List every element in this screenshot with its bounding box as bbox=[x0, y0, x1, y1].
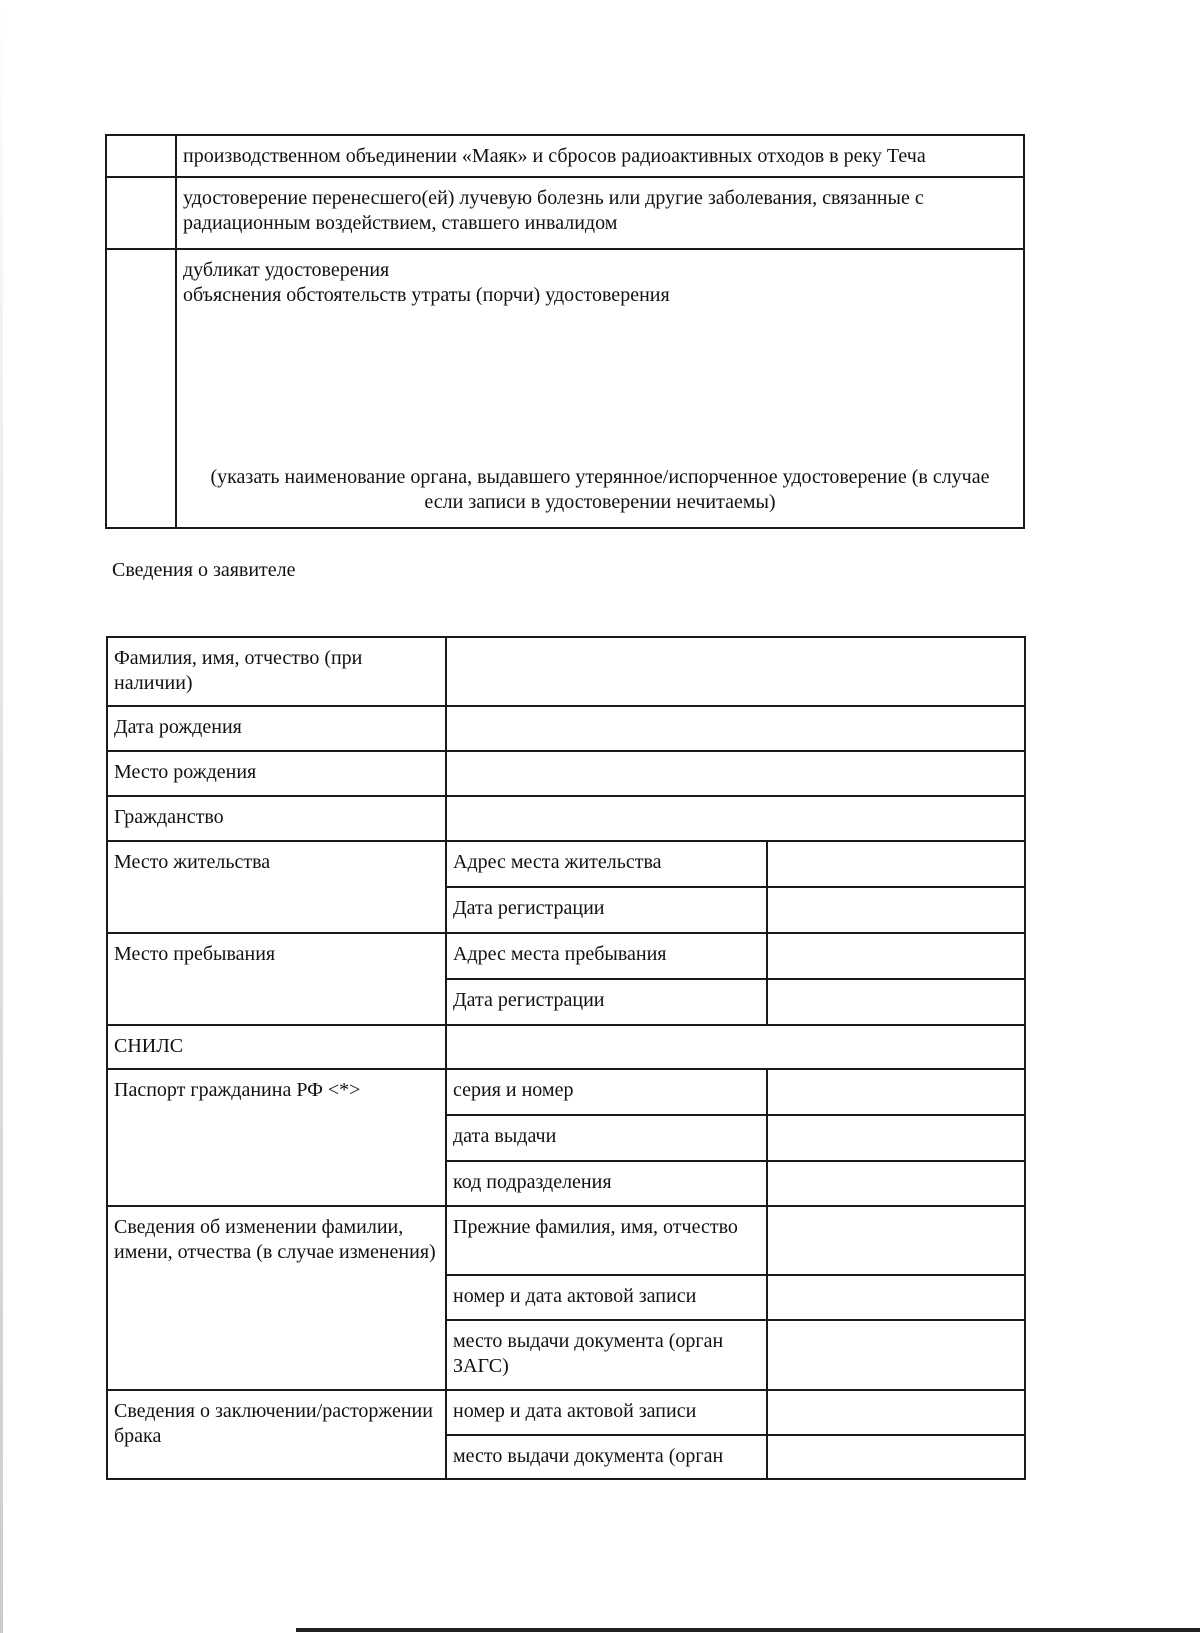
subfield-label: Дата регистрации bbox=[446, 887, 767, 933]
checkbox-cell[interactable] bbox=[106, 135, 176, 177]
table-row bbox=[107, 1025, 1025, 1069]
option-line: объяснения обстоятельств утраты (порчи) удостоверения bbox=[183, 284, 670, 306]
table-row bbox=[107, 706, 1025, 751]
table-row bbox=[107, 796, 1025, 841]
option-note: (указать наименование органа, выдавшего утерянное/испорченное удостоверение (в случае если записи в удостоверении нечитаемы) bbox=[210, 466, 990, 513]
field-value-cell[interactable] bbox=[446, 751, 1025, 796]
table-row bbox=[107, 1206, 1025, 1275]
field-value-cell[interactable] bbox=[767, 933, 1025, 979]
field-value-cell[interactable] bbox=[446, 1025, 1025, 1069]
subfield-label: Адрес места пребывания bbox=[446, 933, 767, 979]
field-label: Дата рождения bbox=[107, 706, 446, 751]
field-value-cell[interactable] bbox=[446, 796, 1025, 841]
checkbox-cell[interactable] bbox=[106, 249, 176, 528]
subfield-label: код подразделения bbox=[446, 1161, 767, 1206]
field-label: Гражданство bbox=[107, 796, 446, 841]
certificate-options-table bbox=[105, 134, 1025, 529]
subfield-label: дата выдачи bbox=[446, 1115, 767, 1161]
field-value-cell[interactable] bbox=[767, 1161, 1025, 1206]
field-value-cell[interactable] bbox=[446, 706, 1025, 751]
field-label: Сведения об изменении фамилии, имени, отчества (в случае изменения) bbox=[107, 1206, 446, 1390]
field-value-cell[interactable] bbox=[767, 1390, 1025, 1435]
table-row bbox=[106, 135, 1024, 177]
field-value-cell[interactable] bbox=[767, 979, 1025, 1025]
table-row bbox=[107, 637, 1025, 706]
field-value-cell[interactable] bbox=[767, 1069, 1025, 1115]
field-value-cell[interactable] bbox=[767, 841, 1025, 887]
field-label: Сведения о заключении/расторжении брака bbox=[107, 1390, 446, 1479]
field-label: Паспорт гражданина РФ <*> bbox=[107, 1069, 446, 1206]
table-row bbox=[106, 249, 1024, 528]
table-row bbox=[107, 1069, 1025, 1115]
subfield-label: место выдачи документа (орган bbox=[446, 1435, 767, 1479]
field-label: Место пребывания bbox=[107, 933, 446, 1025]
field-label: СНИЛС bbox=[107, 1025, 446, 1069]
table-row bbox=[107, 1390, 1025, 1435]
table-row bbox=[106, 177, 1024, 249]
subfield-label: Дата регистрации bbox=[446, 979, 767, 1025]
subfield-label: Прежние фамилия, имя, отчество bbox=[446, 1206, 767, 1275]
field-value-cell[interactable] bbox=[767, 887, 1025, 933]
option-text bbox=[176, 177, 1024, 249]
applicant-table bbox=[106, 636, 1026, 1480]
subfield-label: место выдачи документа (орган ЗАГС) bbox=[446, 1320, 767, 1390]
field-value-cell[interactable] bbox=[767, 1206, 1025, 1275]
table-row bbox=[107, 841, 1025, 887]
field-value-cell[interactable] bbox=[767, 1115, 1025, 1161]
field-value-cell[interactable] bbox=[767, 1435, 1025, 1479]
page-bottom-rule bbox=[296, 1628, 1200, 1632]
scan-edge bbox=[0, 0, 3, 1633]
option-line: удостоверение перенесшего(ей) лучевую болезнь или другие заболевания, связанные с радиационным воздействием, ставшего инвалидом bbox=[183, 187, 924, 234]
field-value-cell[interactable] bbox=[446, 637, 1025, 706]
field-label: Место жительства bbox=[107, 841, 446, 933]
subfield-label: Адрес места жительства bbox=[446, 841, 767, 887]
checkbox-cell[interactable] bbox=[106, 177, 176, 249]
subfield-label: серия и номер bbox=[446, 1069, 767, 1115]
field-label: Место рождения bbox=[107, 751, 446, 796]
option-line: производственном объединении «Маяк» и сбросов радиоактивных отходов в реку Теча bbox=[183, 145, 926, 167]
table-row bbox=[107, 751, 1025, 796]
field-value-cell[interactable] bbox=[767, 1320, 1025, 1390]
subfield-label: номер и дата актовой записи bbox=[446, 1275, 767, 1320]
option-line: дубликат удостоверения bbox=[183, 259, 390, 281]
subfield-label: номер и дата актовой записи bbox=[446, 1390, 767, 1435]
field-label: Фамилия, имя, отчество (при наличии) bbox=[107, 637, 446, 706]
field-value-cell[interactable] bbox=[767, 1275, 1025, 1320]
option-text bbox=[176, 249, 1024, 528]
section-title: Сведения о заявителе bbox=[112, 559, 296, 581]
table-row bbox=[107, 933, 1025, 979]
option-text bbox=[176, 135, 1024, 177]
